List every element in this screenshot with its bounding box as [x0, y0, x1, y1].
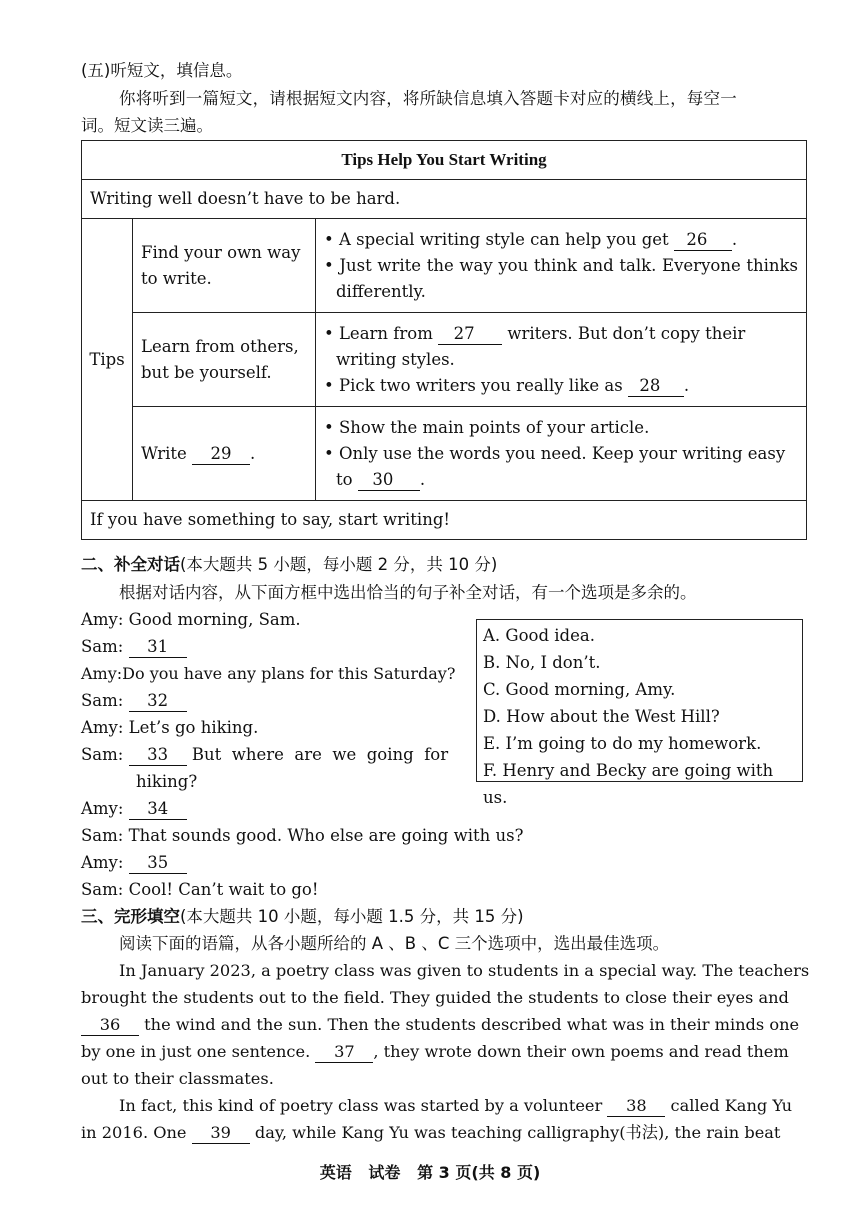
option-e: E. I’m going to do my homework. [483, 734, 762, 753]
part3-heading: 三、完形填空(本大题共 10 小题，每小题 1.5 分，共 15 分) [81, 907, 524, 926]
answer-blank-34: 34 [129, 799, 187, 820]
tips-table [81, 140, 807, 540]
dialogue-line-6: Sam: 33 But where are we going for [81, 745, 449, 764]
dialogue-line-1: Amy: Good morning, Sam. [81, 610, 301, 629]
tip1-bullet1: • A special writing style can help you get 26 . [324, 229, 738, 249]
dialogue-line-6-cont: hiking? [136, 772, 198, 791]
answer-blank-38: 38 [607, 1096, 665, 1117]
page-footer: 英语 试卷 第 3 页(共 8 页) [319, 1163, 541, 1182]
tip2-bullet2: • Pick two writers you really like as 28 . [324, 375, 690, 395]
dialogue-line-4: Sam: 32 [81, 688, 187, 714]
option-b: B. No, I don’t. [483, 653, 601, 672]
option-d: D. How about the West Hill? [483, 707, 720, 726]
dialogue-line-7: Amy: 34 [81, 796, 187, 822]
passage-p1-line3: 36 the wind and the sun. Then the students described what was in their minds one [81, 1012, 799, 1038]
answer-blank-27: 27 [438, 324, 502, 345]
answer-blank-39: 39 [192, 1123, 250, 1144]
option-a: A. Good idea. [483, 626, 595, 645]
dialogue-line-5: Amy: Let’s go hiking. [81, 718, 259, 737]
passage-p2-line1: In fact, this kind of poetry class was started by a volunteer 38 called Kang Yu [119, 1096, 793, 1115]
section5-instruction-line2: 词。短文读三遍。 [81, 116, 213, 135]
passage-p1-line1: In January 2023, a poetry class was given to students in a special way. The teachers [119, 961, 810, 980]
options-box [476, 619, 803, 807]
section5-instruction-line1: 你将听到一篇短文，请根据短文内容，将所缺信息填入答题卡对应的横线上，每空一 [119, 89, 737, 108]
answer-blank-28: 28 [628, 376, 684, 397]
tips-label: Tips [82, 219, 133, 501]
option-f: F. Henry and Becky are going with us. [483, 761, 774, 807]
dialogue-line-3: Amy:Do you have any plans for this Saturday? [81, 664, 456, 683]
tip3-bullet2: • Only use the words you need. Keep your writing easy to 30 . [324, 443, 786, 489]
tip1-heading: Find your own way to write. [133, 219, 316, 313]
tip1-content [316, 219, 807, 313]
table-title: Tips Help You Start Writing [82, 141, 807, 180]
answer-blank-29: 29 [192, 444, 250, 465]
answer-blank-31: 31 [129, 637, 187, 658]
dialogue-line-8: Sam: That sounds good. Who else are going with us? [81, 826, 524, 845]
option-c: C. Good morning, Amy. [483, 680, 676, 699]
passage-p1-line4: by one in just one sentence. 37 , they wrote down their own poems and read them [81, 1042, 789, 1061]
answer-blank-35: 35 [129, 853, 187, 874]
passage-p1-line5: out to their classmates. [81, 1069, 274, 1088]
tip3-bullet1: • Show the main points of your article. [324, 417, 650, 437]
tip3-content [316, 407, 807, 501]
section5-title: (五)听短文，填信息。 [81, 61, 243, 80]
table-intro: Writing well doesn’t have to be hard. [82, 180, 807, 219]
answer-blank-30: 30 [358, 470, 420, 491]
dialogue-line-2: Sam: 31 [81, 634, 187, 660]
answer-blank-33: 33 [129, 745, 187, 766]
answer-blank-32: 32 [129, 691, 187, 712]
passage-p2-line2: in 2016. One 39 day, while Kang Yu was teaching calligraphy(书法), the rain beat [81, 1123, 781, 1142]
table-closing: If you have something to say, start writing! [82, 501, 807, 540]
passage-p1-line2: brought the students out to the field. They guided the students to close their eyes and [81, 988, 789, 1007]
dialogue-line-9: Amy: 35 [81, 850, 187, 876]
answer-blank-36: 36 [81, 1015, 139, 1036]
tip2-content [316, 313, 807, 407]
tip2-bullet1: • Learn from 27 writers. But don’t copy their writing styles. [324, 323, 746, 369]
answer-blank-37: 37 [315, 1042, 373, 1063]
answer-blank-26: 26 [674, 230, 732, 251]
part2-instruction: 根据对话内容，从下面方框中选出恰当的句子补全对话，有一个选项是多余的。 [119, 583, 697, 602]
tip1-bullet2: • Just write the way you think and talk. Everyone thinks differently. [324, 255, 798, 301]
tip2-heading: Learn from others, but be yourself. [133, 313, 316, 407]
tip3-heading: Write 29 . [133, 407, 316, 501]
part3-instruction: 阅读下面的语篇，从各小题所给的 A 、B 、C 三个选项中，选出最佳选项。 [119, 934, 670, 953]
dialogue-line-10: Sam: Cool! Can’t wait to go! [81, 880, 319, 899]
part2-heading: 二、补全对话(本大题共 5 小题，每小题 2 分，共 10 分) [81, 555, 498, 574]
